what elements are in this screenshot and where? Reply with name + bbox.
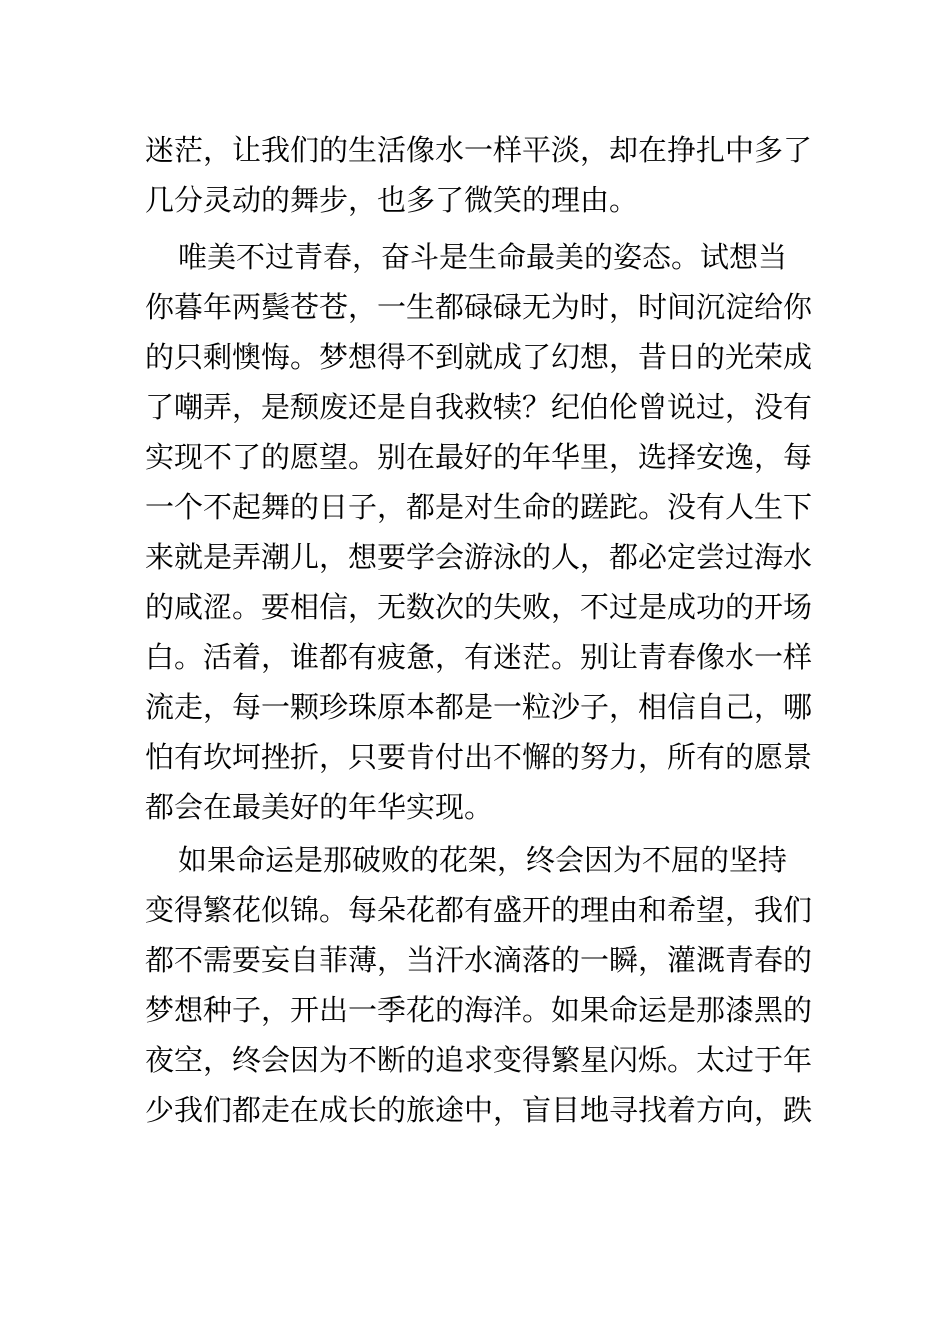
paragraph-line: 如果命运是那破败的花架，终会因为不屈的坚持 xyxy=(178,843,788,877)
paragraph-line: 变得繁花似锦。每朵花都有盛开的理由和希望，我们 xyxy=(145,893,813,927)
paragraph-3 xyxy=(145,835,815,1135)
paragraph-line: 都会在最美好的年华实现。 xyxy=(145,790,494,824)
paragraph-line: 少我们都走在成长的旅途中，盲目地寻找着方向，跌 xyxy=(145,1093,813,1127)
paragraph-line: 迷茫，让我们的生活像水一样平淡，却在挣扎中多了 xyxy=(145,133,813,167)
paragraph-line: 实现不了的愿望。别在最好的年华里，选择安逸，每 xyxy=(145,440,813,474)
paragraph-line: 流走，每一颗珍珠原本都是一粒沙子，相信自己，哪 xyxy=(145,690,813,724)
paragraph-1 xyxy=(145,125,815,225)
paragraph-line: 梦想种子，开出一季花的海洋。如果命运是那漆黑的 xyxy=(145,993,813,1027)
paragraph-line: 白。活着，谁都有疲惫，有迷茫。别让青春像水一样 xyxy=(145,640,813,674)
paragraph-line: 的只剩懊悔。梦想得不到就成了幻想，昔日的光荣成 xyxy=(145,340,813,374)
paragraph-line: 你暮年两鬓苍苍，一生都碌碌无为时，时间沉淀给你 xyxy=(145,290,813,324)
paragraph-line: 来就是弄潮儿，想要学会游泳的人，都必定尝过海水 xyxy=(145,540,813,574)
paragraph-line: 一个不起舞的日子，都是对生命的蹉跎。没有人生下 xyxy=(145,490,813,524)
paragraph-line: 了嘲弄，是颓废还是自我救犊？纪伯伦曾说过，没有 xyxy=(145,390,813,424)
paragraph-line: 怕有坎坷挫折，只要肯付出不懈的努力，所有的愿景 xyxy=(145,740,813,774)
paragraph-line: 夜空，终会因为不断的追求变得繁星闪烁。太过于年 xyxy=(145,1043,813,1077)
paragraph-line: 的咸涩。要相信，无数次的失败，不过是成功的开场 xyxy=(145,590,813,624)
paragraph-line: 几分灵动的舞步，也多了微笑的理由。 xyxy=(145,183,639,217)
paragraph-line: 唯美不过青春，奋斗是生命最美的姿态。试想当 xyxy=(178,240,788,274)
paragraph-2 xyxy=(145,232,815,832)
paragraph-line: 都不需要妄自菲薄，当汗水滴落的一瞬，灌溉青春的 xyxy=(145,943,813,977)
